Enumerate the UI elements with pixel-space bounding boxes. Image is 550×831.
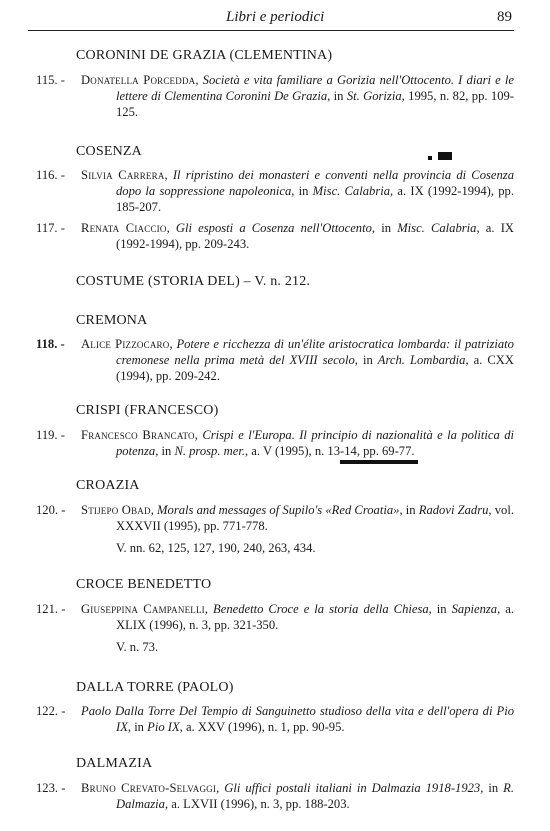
entry-number: 122. - <box>36 704 66 718</box>
entry-details: , a. XLIX (1996), n. 3, pp. 321-350. <box>116 602 514 632</box>
entry-author: Bruno Crevato-Selvaggi <box>81 781 217 795</box>
cross-reference: V. nn. 62, 125, 127, 190, 240, 263, 434. <box>116 541 316 555</box>
bib-entry-122: 122. - Paolo Dalla Torre Del Tempio di Sanguinetto studioso della vita e dell'opera di Pio IX, in Pio IX, a. XXV (1996), n. 1, pp. 90-95. <box>36 704 515 734</box>
ink-dot <box>428 156 432 160</box>
bib-entry-116: 116. - Silvia Carrera, Il ripristino dei monasteri e conventi nella provincia di Cosenza dopo la soppressione napoleonica, in Misc. Calabria, a. IX (1992-1994), pp. 185-207. <box>36 168 514 214</box>
section-heading: CROAZIA <box>76 478 140 493</box>
entry-author: Renata Ciaccio <box>81 221 167 235</box>
entry-journal: Misc. Calabria <box>312 184 391 198</box>
entry-author: Alice Pizzocaro <box>81 337 170 351</box>
section-heading: COSENZA <box>76 144 142 159</box>
entry-details: , a. IX (1992-1994), pp. 209-243. <box>116 221 515 251</box>
entry-details: , a. IX (1992-1994), pp. 185-207. <box>116 184 514 214</box>
entry-author: Silvia Carrera <box>81 168 165 182</box>
entry-title: Del Tempio di Sanguinetto studioso della vita e dell'opera di Pio IX <box>116 704 515 734</box>
bib-entry-117: 117. - Renata Ciaccio, Gli esposti a Cosenza nell'Ottocento, in Misc. Calabria, a. IX (1992-1994), pp. 209-243. <box>36 221 515 251</box>
running-header <box>28 8 514 31</box>
entry-number: 121. - <box>36 602 66 616</box>
section-heading: CREMONA <box>76 313 148 328</box>
entry-author: Donatella Porcedda <box>81 73 196 87</box>
section-heading: CRISPI (FRANCESCO) <box>76 403 219 418</box>
bib-entry-115: 115. - Donatella Porcedda, Società e vita familiare a Gorizia nell'Ottocento. I diari e le lettere di Clementina Coronini De Grazia, in St. Gorizia, 1995, n. 82, pp. 109-125. <box>36 73 515 119</box>
entry-details: , 1995, n. 82, pp. 109-125. <box>116 89 514 119</box>
entry-author: Paolo Dalla Torre <box>81 704 175 718</box>
entry-author: Giuseppina Campanelli <box>81 602 205 616</box>
ink-smudge <box>340 460 418 464</box>
section-heading: DALMAZIA <box>76 756 153 771</box>
entry-journal: St. Gorizia <box>346 89 402 103</box>
entry-journal: Radovi Zadru <box>418 503 489 517</box>
entry-details: , a. CXX (1994), pp. 209-242. <box>116 353 514 383</box>
entry-title: Morals and messages of Supilo's «Red Croatia» <box>157 503 400 517</box>
entry-title: Potere e ricchezza di un'élite aristocratica lombarda: il patriziato cremonese nella prima metà del XVIII secolo <box>116 337 514 367</box>
entry-number: 115. - <box>36 73 65 87</box>
entry-number: 118. - <box>36 337 65 351</box>
entry-author: Francesco Brancato <box>81 428 195 442</box>
entry-title: Benedetto Croce e la storia della Chiesa <box>213 602 429 616</box>
bib-entry-120: 120. - Stijepo Obad, Morals and messages of Supilo's «Red Croatia», in Radovi Zadru, vol. XXXVII (1995), pp. 771-778. <box>36 503 514 533</box>
entry-details: , a. V (1995), n. 13-14, pp. 69-77. <box>245 444 415 458</box>
entry-journal: Sapienza <box>451 602 498 616</box>
entry-journal: R. Dalmazia <box>116 781 515 811</box>
entry-journal: N. prosp. mer. <box>174 444 245 458</box>
page-number: 89 <box>497 9 512 25</box>
entry-title: Società e vita familiare a Gorizia nell'Ottocento. I diari e le lettere di Clementina Coronini De Grazia <box>116 73 515 103</box>
entry-title: Crispi e l'Europa. Il principio di nazionalità e la politica di potenza <box>116 428 514 458</box>
entry-title: Gli esposti a Cosenza nell'Ottocento <box>175 221 372 235</box>
bib-entry-118: 118. - Alice Pizzocaro, Potere e ricchezza di un'élite aristocratica lombarda: il patriziato cremonese nella prima metà del XVIII secolo, in Arch. Lombardia, a. CXX (1994), pp. 209-242. <box>36 337 514 383</box>
bib-entry-121: 121. - Giuseppina Campanelli, Benedetto Croce e la storia della Chiesa, in Sapienza, a. XLIX (1996), n. 3, pp. 321-350. <box>36 602 514 632</box>
bib-entry-119: 119. - Francesco Brancato, Crispi e l'Europa. Il principio di nazionalità e la politica di potenza, in N. prosp. mer., a. V (1995), n. 13-14, pp. 69-77. <box>36 428 514 458</box>
entry-number: 119. - <box>36 428 65 442</box>
entry-details: , a. XXV (1996), n. 1, pp. 90-95. <box>179 720 345 734</box>
ink-mark <box>438 152 452 160</box>
entry-details: , a. LXVII (1996), n. 3, pp. 188-203. <box>164 797 350 811</box>
running-title: Libri e periodici <box>226 9 325 25</box>
entry-number: 123. - <box>36 781 66 795</box>
entry-author: Stijepo Obad <box>81 503 151 517</box>
section-heading: DALLA TORRE (PAOLO) <box>76 680 234 695</box>
entry-title: Gli uffici postali italiani in Dalmazia 1918-1923 <box>224 781 481 795</box>
entry-title: Il ripristino dei monasteri e conventi nella provincia di Cosenza dopo la soppressione napoleonica <box>116 168 514 198</box>
entry-number: 117. - <box>36 221 65 235</box>
entry-number: 116. - <box>36 168 65 182</box>
cross-reference: V. n. 73. <box>116 640 159 654</box>
entry-journal: Misc. Calabria <box>397 221 477 235</box>
entry-journal: Pio IX <box>147 720 180 734</box>
entry-journal: Arch. Lombardia <box>377 353 466 367</box>
bib-entry-123: 123. - Bruno Crevato-Selvaggi, Gli uffici postali italiani in Dalmazia 1918-1923, in R. Dalmazia, a. LXVII (1996), n. 3, pp. 188-203. <box>36 781 515 811</box>
section-heading: CROCE BENEDETTO <box>76 577 212 592</box>
entry-details: , vol. XXXVII (1995), pp. 771-778. <box>116 503 514 533</box>
section-heading: COSTUME (STORIA DEL) – V. n. 212. <box>76 274 311 289</box>
section-heading: CORONINI DE GRAZIA (CLEMENTINA) <box>76 48 333 63</box>
entry-number: 120. - <box>36 503 66 517</box>
